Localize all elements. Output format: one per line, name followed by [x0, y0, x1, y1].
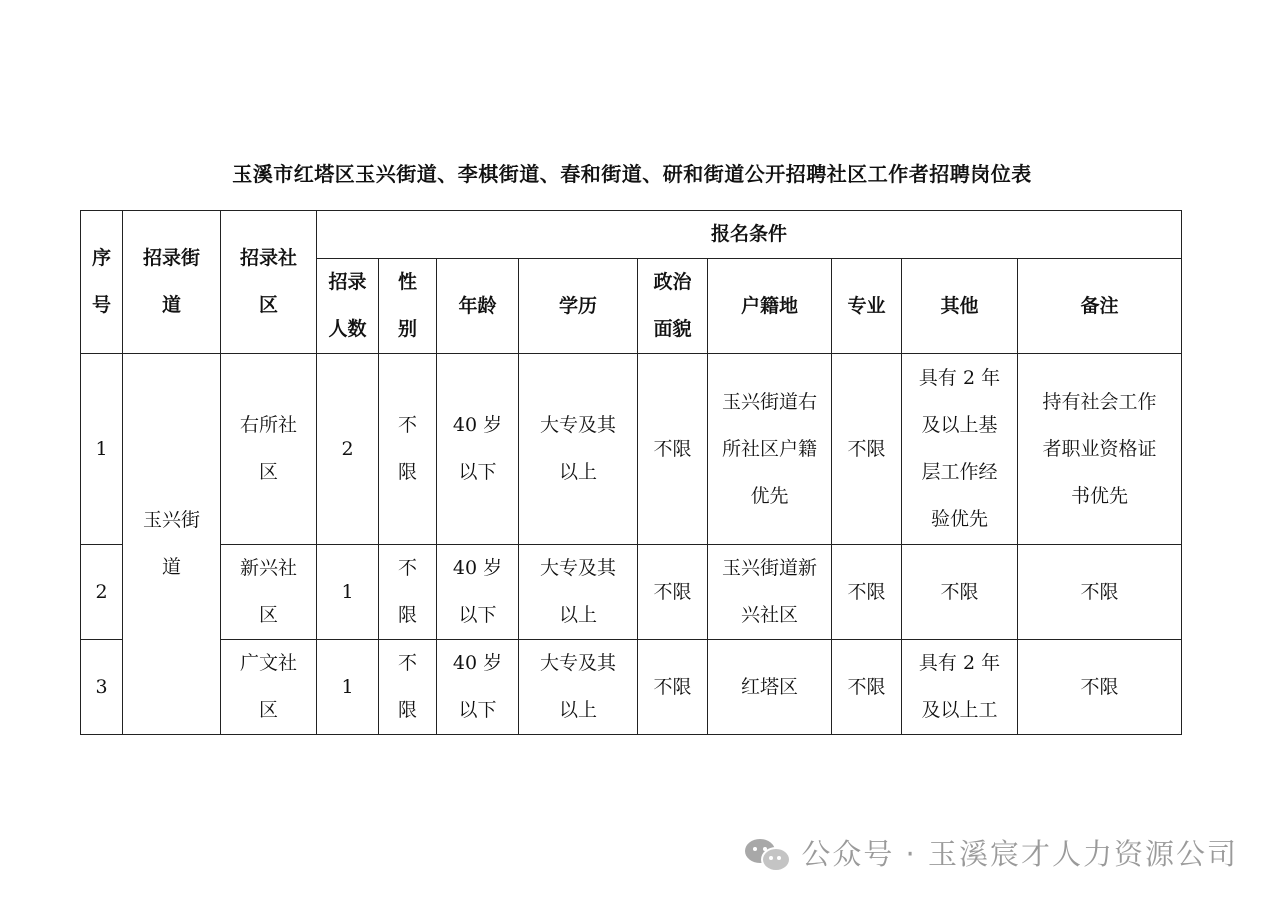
- cell-education: 大专及其以上: [519, 545, 638, 640]
- cell-hukou: 玉兴街道新兴社区: [708, 545, 832, 640]
- cell-count: 1: [317, 640, 379, 735]
- cell-count: 1: [317, 545, 379, 640]
- cell-community: 新兴社区: [221, 545, 317, 640]
- cell-gender: 不限: [379, 640, 437, 735]
- cell-gender: 不限: [379, 545, 437, 640]
- cell-remarks: 不限: [1018, 545, 1182, 640]
- cell-major: 不限: [832, 545, 902, 640]
- header-seq: 序号: [81, 211, 123, 354]
- cell-gender: 不限: [379, 354, 437, 545]
- cell-other: 不限: [902, 545, 1018, 640]
- cell-political: 不限: [638, 354, 708, 545]
- cell-education: 大专及其以上: [519, 354, 638, 545]
- cell-remarks: 不限: [1018, 640, 1182, 735]
- header-age: 年龄: [437, 259, 519, 354]
- cell-major: 不限: [832, 354, 902, 545]
- header-community: 招录社区: [221, 211, 317, 354]
- header-remarks: 备注: [1018, 259, 1182, 354]
- cell-remarks: 持有社会工作者职业资格证书优先: [1018, 354, 1182, 545]
- cell-hukou: 红塔区: [708, 640, 832, 735]
- cell-seq: 1: [81, 354, 123, 545]
- page-title: 玉溪市红塔区玉兴街道、李棋街道、春和街道、研和街道公开招聘社区工作者招聘岗位表: [232, 162, 1032, 186]
- cell-political: 不限: [638, 640, 708, 735]
- cell-age: 40 岁以下: [437, 545, 519, 640]
- cell-hukou: 玉兴街道右所社区户籍优先: [708, 354, 832, 545]
- header-education: 学历: [519, 259, 638, 354]
- table-row: [81, 354, 1182, 545]
- cell-seq: 2: [81, 545, 123, 640]
- cell-count: 2: [317, 354, 379, 545]
- cell-age: 40 岁以下: [437, 640, 519, 735]
- cell-education: 大专及其以上: [519, 640, 638, 735]
- cell-street: 玉兴街道: [123, 354, 221, 735]
- header-major: 专业: [832, 259, 902, 354]
- header-other: 其他: [902, 259, 1018, 354]
- header-political: 政治面貌: [638, 259, 708, 354]
- wechat-icon: [743, 833, 791, 873]
- header-street: 招录街道: [123, 211, 221, 354]
- watermark-text: 公众号 · 玉溪宸才人力资源公司: [801, 837, 1238, 871]
- cell-community: 右所社区: [221, 354, 317, 545]
- header-gender: 性别: [379, 259, 437, 354]
- cell-other: 具有 2 年及以上基层工作经验优先: [902, 354, 1018, 545]
- cell-major: 不限: [832, 640, 902, 735]
- cell-seq: 3: [81, 640, 123, 735]
- table-row: [81, 545, 1182, 640]
- header-count: 招录人数: [317, 259, 379, 354]
- table-row: [81, 640, 1182, 735]
- header-conditions: 报名条件: [317, 211, 1182, 259]
- cell-political: 不限: [638, 545, 708, 640]
- recruitment-table: [80, 210, 1182, 735]
- cell-age: 40 岁以下: [437, 354, 519, 545]
- cell-community: 广文社区: [221, 640, 317, 735]
- cell-other: 具有 2 年及以上工: [902, 640, 1018, 735]
- watermark-footer: [743, 832, 1238, 873]
- header-hukou: 户籍地: [708, 259, 832, 354]
